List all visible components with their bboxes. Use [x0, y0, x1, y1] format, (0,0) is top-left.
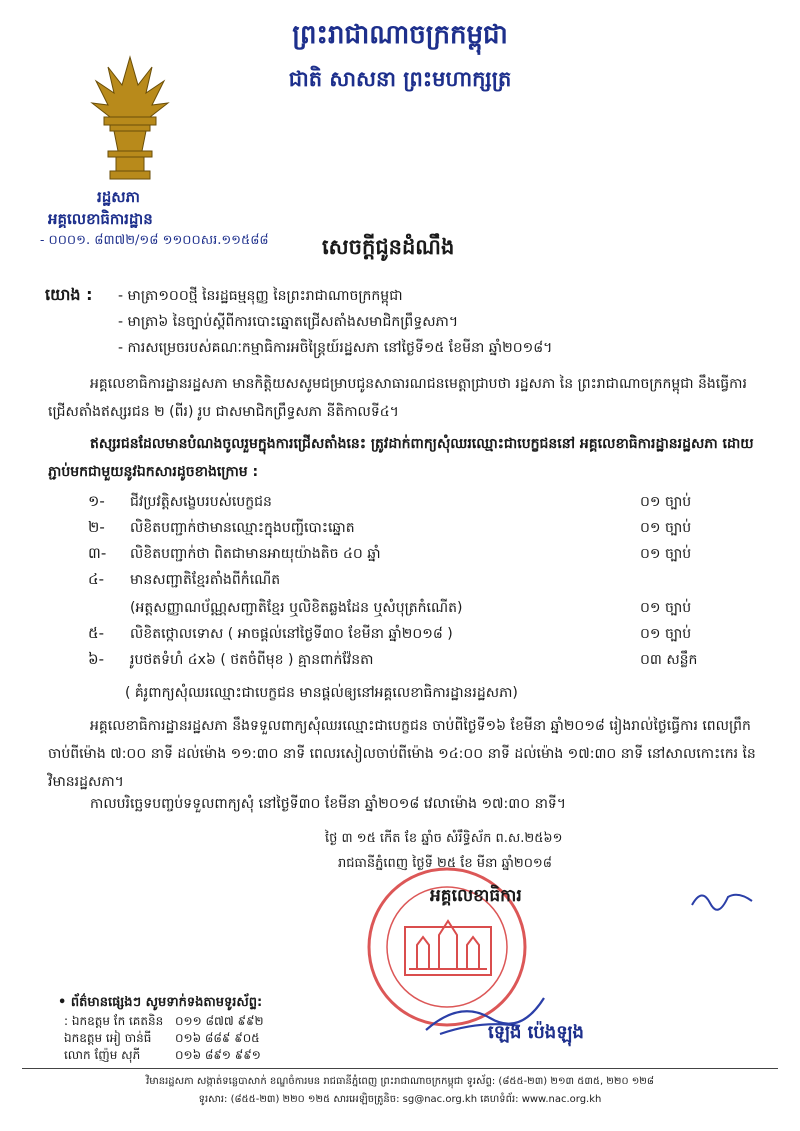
- requirements-intro: ឥស្សរជនដែលមានបំណងចូលរួមក្នុងការជ្រើសតាំងនេះ ត្រូវដាក់ពាក្យសុំឈរឈ្មោះជាបេក្ខជននៅ អគ្គលេខាធិការដ្ឋានរដ្ឋសភា ដោយភ្ជាប់មកជាមួយនូវឯកសារដូចខាងក្រោម :: [48, 436, 754, 480]
- deadline-paragraph: កាលបរិច្ឆេទបញ្ចប់ទទួលពាក្យសុំ នៅថ្ងៃទី៣០ ខែមីនា ឆ្នាំ២០១៨ វេលាម៉ោង ១៧:៣០ នាទី។: [90, 796, 567, 812]
- contact-name: ឯកឧត្តម អៀ ចាន់ធី: [64, 1031, 152, 1045]
- reference-item: - ការសម្រេចរបស់គណៈកម្មាធិការអចិន្ត្រៃយ៍រដ្ឋសភា នៅថ្ងៃទី១៥ ខែមីនា ឆ្នាំ២០១៨។: [118, 340, 553, 356]
- references-label: យោង :: [45, 285, 93, 304]
- intro-paragraph: អគ្គលេខាធិការដ្ឋានរដ្ឋសភា មានកិត្តិយសសូមជម្រាបជូនសាធារណជនមេត្តាជ្រាបថា រដ្ឋសភា នៃ ព្រះរាជាណាចក្រកម្ពុជា នឹងធ្វើការជ្រើសតាំងឥស្សរជន ២ (ពីរ) រូប ជាសមាជិកព្រឹទ្ធសភា នីតិកាលទី៤។: [48, 376, 747, 420]
- requirement-text: លិខិតបញ្ជាក់ថាមានឈ្មោះក្នុងបញ្ជីបោះឆ្នោត: [130, 520, 355, 536]
- requirement-qty: ០៣ សន្លឹក: [640, 652, 698, 668]
- solar-date: រាជធានីភ្នំពេញ ថ្ងៃទី ២៥ ខែ មីនា ឆ្នាំ២០១៨: [338, 856, 552, 871]
- requirement-text: លិខិតថ្កោលទោស ( អាចផ្ដល់នៅថ្ងៃទី៣០ ខែមីនា ឆ្នាំ២០១៨ ): [130, 626, 453, 642]
- contact-heading: • ព័ត៌មានផ្សេងៗ សូមទាក់ទងតាមទូរស័ព្ទ:: [58, 995, 263, 1010]
- contact-name: លោក ញ៉ែម សុភី: [64, 1048, 141, 1062]
- requirement-text: លិខិតបញ្ជាក់ថា ពិតជាមានអាយុយ៉ាងតិច ៤០ ឆ្នាំ: [130, 546, 381, 562]
- department-name: អគ្គលេខាធិការដ្ឋាន: [48, 210, 153, 228]
- requirement-text: មានសញ្ជាតិខ្មែរតាំងពីកំណើត: [130, 572, 281, 588]
- signer-title: អគ្គលេខាធិការ: [430, 886, 522, 906]
- national-assembly-emblem-icon: [90, 55, 170, 195]
- institution-name: រដ្ឋសភា: [97, 188, 140, 206]
- contact-phone: ០១៦ ៨៩១ ៩៩១: [175, 1048, 261, 1062]
- signer-name: ឡេង ប៉េងឡុង: [488, 1022, 584, 1043]
- reference-item: - មាត្រា៦ នៃច្បាប់ស្ដីពីការបោះឆ្នោតជ្រើសតាំងសមាជិកព្រឹទ្ធសភា។: [118, 314, 459, 330]
- reference-number: - ០០០១. ៨៣៧២/១៨ ១១០០សរ.១១៥៨៨: [40, 233, 269, 248]
- requirement-text: (អត្តសញ្ញាណប័ណ្ណសញ្ជាតិខ្មែរ ឬលិខិតឆ្លងដែន ឬសំបុត្រកំណើត): [130, 600, 463, 616]
- requirement-text: ជីវប្រវត្តិសង្ខេបរបស់បេក្ខជន: [130, 494, 272, 510]
- submission-schedule-paragraph: អគ្គលេខាធិការដ្ឋានរដ្ឋសភា នឹងទទួលពាក្យសុំឈរឈ្មោះជាបេក្ខជន ចាប់ពីថ្ងៃទី១៦ ខែមីនា ឆ្នាំ២០១៨ រៀងរាល់ថ្ងៃធ្វើការ ពេលព្រឹក ចាប់ពីម៉ោង ៧:០០ នាទី ដល់ម៉ោង ១១:៣០ នាទី ពេលរសៀលចាប់ពីម៉ោង ១៤:០០ នាទី ដល់ម៉ោង ១៧:៣០ នាទី នៅសាលកោះកេរ នៃវិមានរដ្ឋសភា។: [48, 718, 756, 790]
- document-title: សេចក្ដីជូនដំណឹង: [322, 235, 455, 259]
- footer-divider: [22, 1068, 778, 1069]
- requirement-number: ១-: [88, 492, 105, 510]
- initial-mark-icon: [688, 885, 758, 915]
- requirement-qty: ០១ ច្បាប់: [640, 494, 692, 510]
- kingdom-heading: ព្រះរាជាណាចក្រកម្ពុជា: [292, 20, 508, 50]
- requirement-qty: ០១ ច្បាប់: [640, 626, 692, 642]
- reference-item: - មាត្រា១០០ថ្មី នៃរដ្ឋធម្មនុញ្ញ នៃព្រះរាជាណាចក្រកម្ពុជា: [118, 288, 403, 304]
- contact-phone: ០១៦ ៨៨៩ ៩០៥: [175, 1031, 260, 1045]
- requirement-number: ៦-: [88, 650, 105, 668]
- footer-contact: ទូរសារ: (៨៥៥-២៣) ២២០ ១២៥ សារអេឡិចត្រូនិច: sg@nac.org.kh គេហទំព័រ: www.nac.org.kh: [198, 1094, 602, 1105]
- application-form-note: ( គំរូពាក្យសុំឈរឈ្មោះជាបេក្ខជន មានផ្ដល់ឲ្យនៅអគ្គលេខាធិការដ្ឋានរដ្ឋសភា): [125, 685, 518, 701]
- requirement-text: រូបថតទំហំ ៤x៦ ( ថតចំពីមុខ ) គ្មានពាក់វ៉ែនតា: [130, 652, 374, 668]
- requirement-qty: ០១ ច្បាប់: [640, 600, 692, 616]
- requirement-number: ៣-: [88, 544, 107, 562]
- requirement-number: ៤-: [88, 570, 105, 588]
- requirement-number: ៥-: [88, 624, 105, 642]
- motto-heading: ជាតិ សាសនា ព្រះមហាក្សត្រ: [288, 67, 512, 91]
- lunar-date: ថ្ងៃ ៣ ១៥ កើត ខែ ឆ្នាំច សំរឹទ្ធិស័ក ព.ស.២៥៦១: [325, 831, 563, 846]
- footer-address: វិមានរដ្ឋសភា សង្កាត់ទន្លេបាសាក់ ខណ្ឌចំការមន រាជធានីភ្នំពេញ ព្រះរាជាណាចក្រកម្ពុជា ទូរស័ព្ទ: (៨៥៥-២៣) ២១៣ ៥៣៥, ២២០ ១២៨: [146, 1076, 654, 1087]
- contact-name: : ឯកឧត្តម កែ គេតនិន: [64, 1014, 164, 1028]
- contact-phone: ០១១ ៨៧៧ ៩៩២: [175, 1014, 264, 1028]
- requirement-number: ២-: [88, 518, 105, 536]
- requirement-qty: ០១ ច្បាប់: [640, 520, 692, 536]
- requirement-qty: ០១ ច្បាប់: [640, 546, 692, 562]
